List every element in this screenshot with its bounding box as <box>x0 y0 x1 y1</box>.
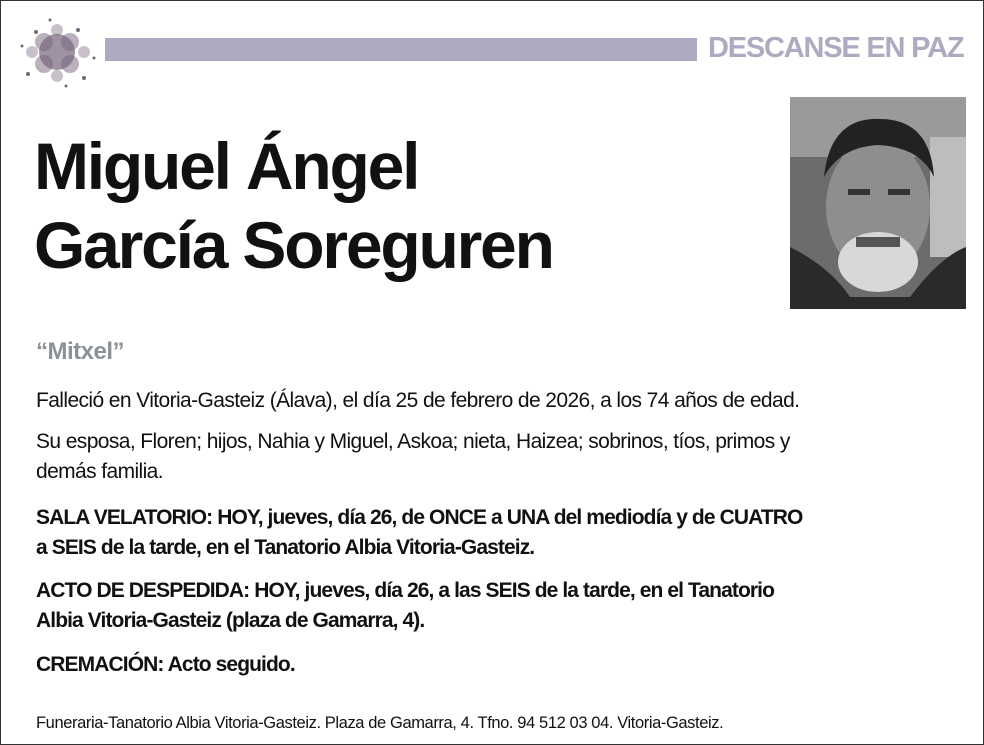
family-line-2: demás familia. <box>36 460 163 483</box>
funeral-home-footer: Funeraria-Tanatorio Albia Vitoria-Gasteiz. Plaza de Gamarra, 4. Tfno. 94 512 03 04. Vitoria-Gasteiz. <box>36 714 724 732</box>
wake-line-2: a SEIS de la tarde, en el Tanatorio Albia Vitoria-Gasteiz. <box>36 536 535 559</box>
family-line-1: Su esposa, Floren; hijos, Nahia y Miguel, Askoa; nieta, Haizea; sobrinos, tíos, primos y <box>36 430 790 453</box>
wake-line-1: SALA VELATORIO: HOY, jueves, día 26, de ONCE a UNA del mediodía y de CUATRO <box>36 506 803 529</box>
cremation-line: CREMACIÓN: Acto seguido. <box>36 653 295 676</box>
farewell-line-1: ACTO DE DESPEDIDA: HOY, jueves, día 26, a las SEIS de la tarde, en el Tanatorio <box>36 579 775 602</box>
deceased-photo <box>790 97 966 309</box>
farewell-line-2: Albia Vitoria-Gasteiz (plaza de Gamarra, 4). <box>36 609 425 632</box>
deceased-name-line-1: Miguel Ángel <box>34 129 419 203</box>
header-rule <box>105 38 697 61</box>
deceased-alias: “Mitxel” <box>36 338 125 365</box>
flower-ornament-icon <box>14 12 100 92</box>
deceased-name-line-2: García Soreguren <box>34 208 553 282</box>
death-statement: Falleció en Vitoria-Gasteiz (Álava), el día 25 de febrero de 2026, a los 74 años de edad. <box>36 389 800 412</box>
header-title: DESCANSE EN PAZ <box>708 32 964 64</box>
